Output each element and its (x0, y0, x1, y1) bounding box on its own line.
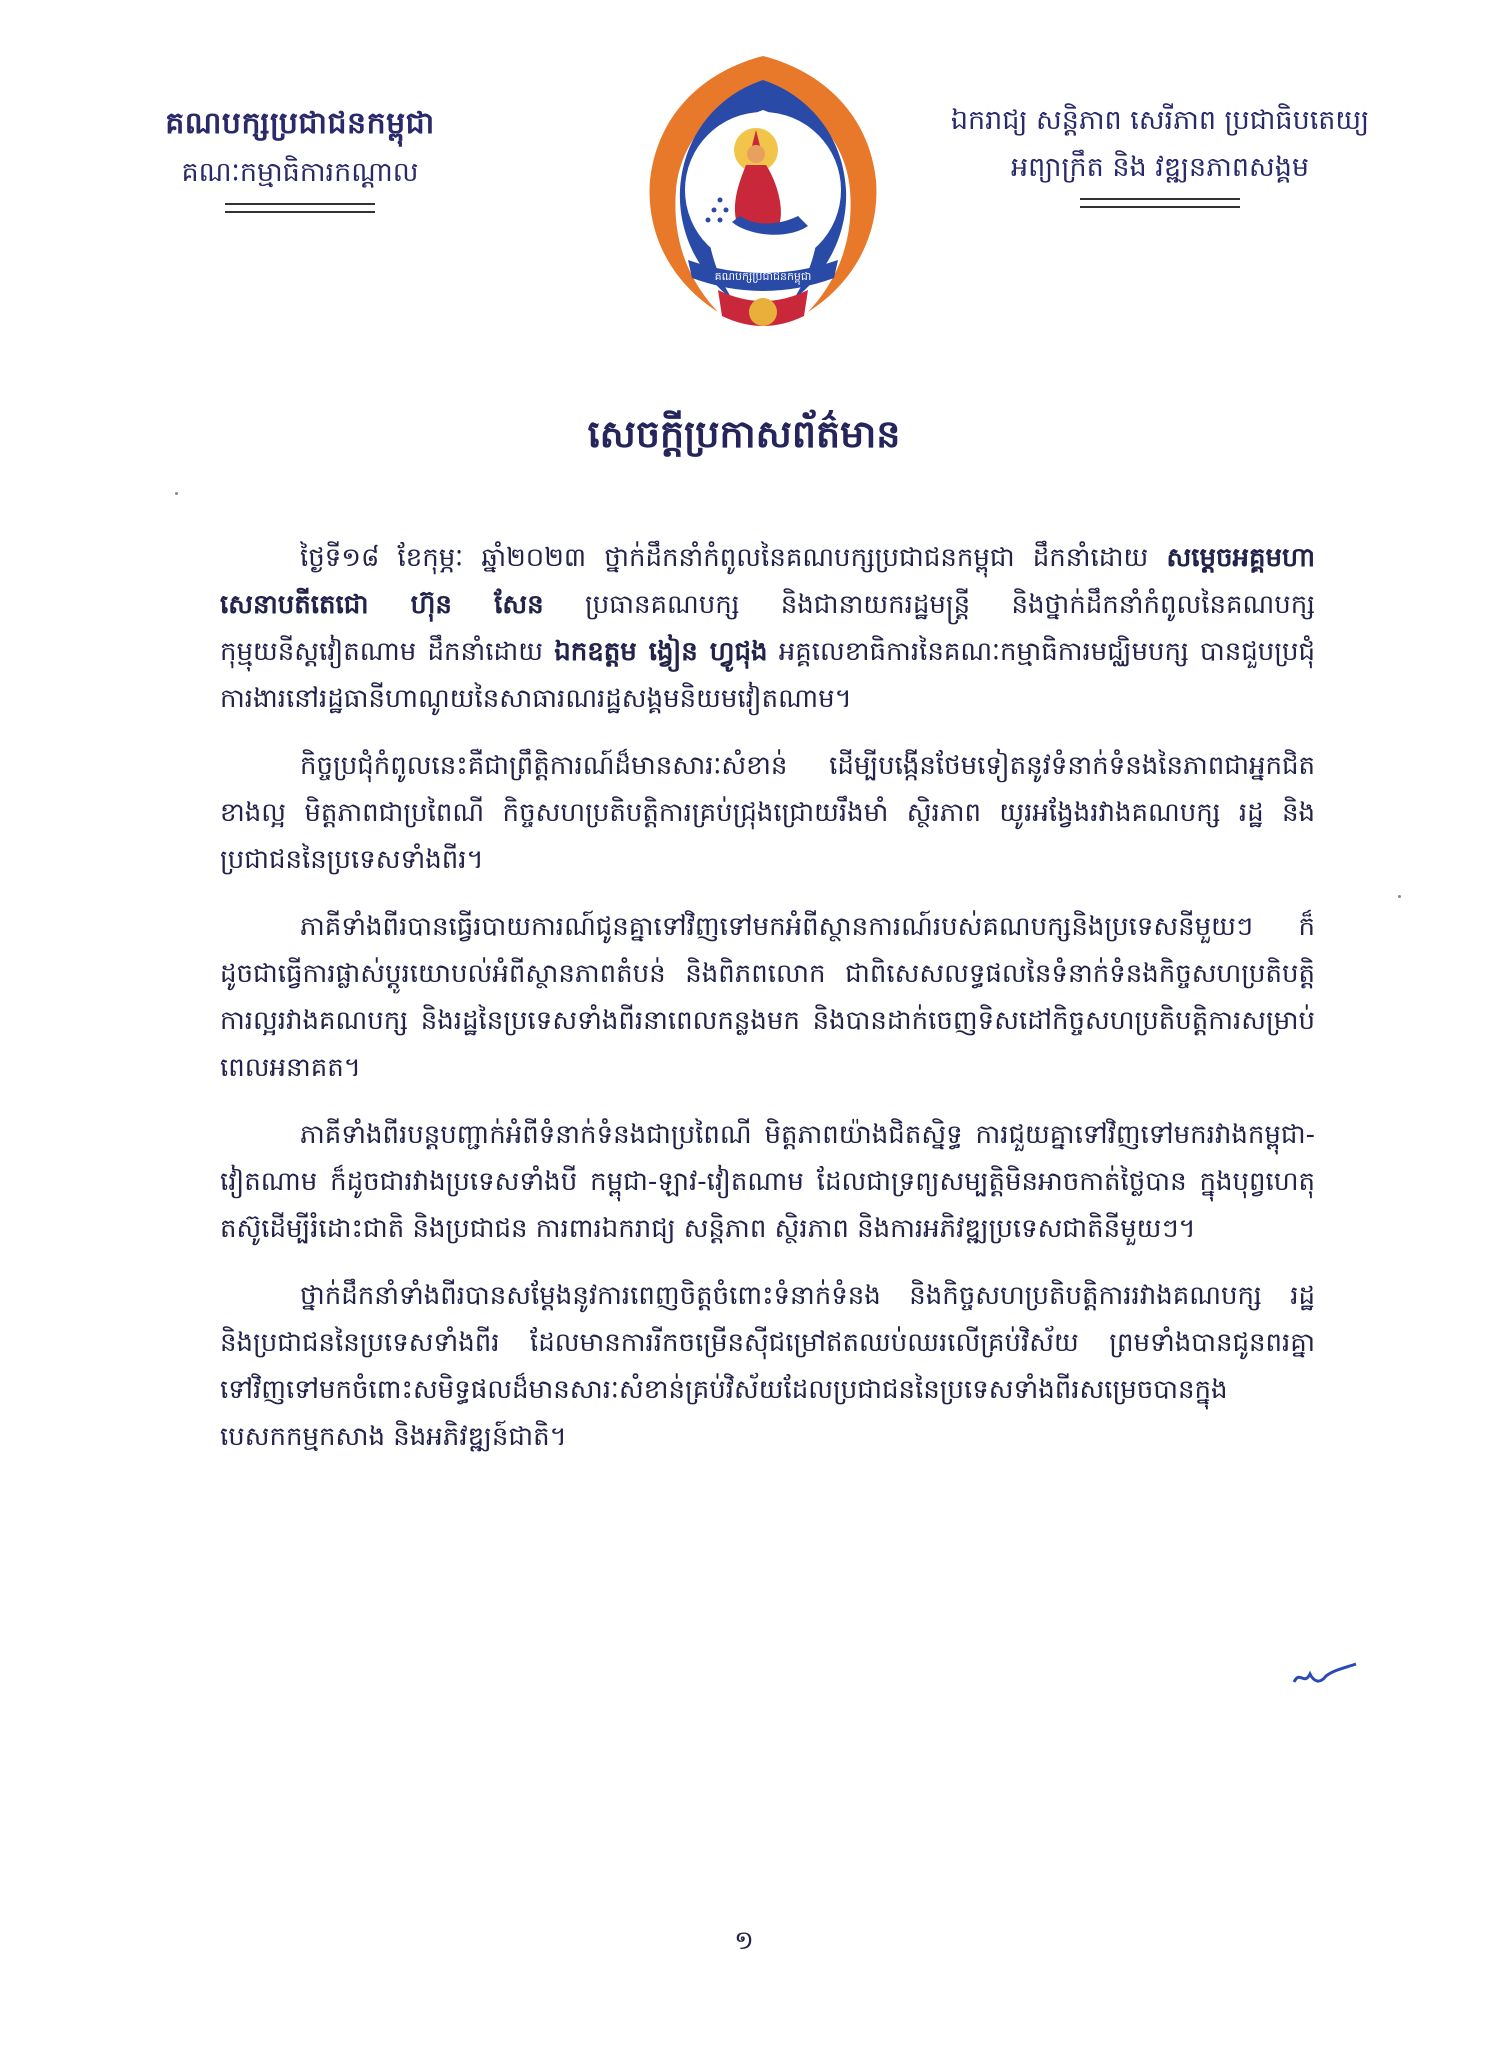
signature-initial-mark (1290, 1660, 1360, 1690)
header-right-divider (1080, 198, 1240, 208)
header-right (920, 104, 1400, 208)
national-motto-line-1: ឯករាជ្យ សន្តិភាព សេរីភាព ប្រជាធិបតេយ្យ (950, 105, 1370, 136)
committee-name: គណៈកម្មាធិការកណ្តាល (181, 157, 419, 188)
emblem-banner-text: គណបក្សប្រជាជនកម្ពុជា (714, 270, 812, 283)
paragraph-1 (220, 535, 1315, 723)
paragraph-3 (220, 904, 1315, 1092)
emblem-gear (749, 298, 777, 326)
header-left (150, 104, 450, 213)
paragraph-5 (220, 1273, 1315, 1461)
text-segment: កិច្ចប្រជុំកំពូលនេះគឺជាព្រឹត្តិការណ៍ដ៏មានសារៈសំខាន់ ដើម្បីបង្កើនថែមទៀតនូវទំនាក់ទំនងនៃភាពជាអ្នកជិតខាងល្អ មិត្តភាពជាប្រពៃណី កិច្ចសហប្រតិបត្តិការគ្រប់ជ្រុងជ្រោយរឹងមាំ ស្ថិរភាព យូរអង្វែងរវាងគណបក្ស រដ្ឋ និងប្រជាជននៃប្រទេសទាំងពីរ។ (220, 751, 1315, 875)
scan-speck (1398, 895, 1401, 898)
national-motto-line-2: អព្យាក្រឹត និង វឌ្ឍនភាពសង្គម (1011, 152, 1309, 183)
scan-speck (175, 492, 178, 495)
bold-name: ឯកឧត្តម ង្វៀន ហ្វូជុង (554, 637, 768, 667)
text-segment: ថ្ងៃទី១៨ ខែកុម្ភៈ ឆ្នាំ២០២៣ ថ្នាក់ដឹកនាំកំពូលនៃគណបក្សប្រជាជនកម្ពុជា ដឹកនាំដោយ (300, 543, 1167, 573)
party-emblem (628, 50, 898, 340)
bold-name: សម្តេចអគ្គមហាសេនាបតីតេជោ ហ៊ុន សែន (220, 543, 1315, 620)
document-title: សេចក្តីប្រកាសព័ត៌មាន (587, 412, 901, 456)
text-segment: ថ្នាក់ដឹកនាំទាំងពីរបានសម្តែងនូវការពេញចិត្តចំពោះទំនាក់ទំនង និងកិច្ចសហប្រតិបត្តិការរវាងគណបក្ស រដ្ឋ និងប្រជាជននៃប្រទេសទាំងពីរ ដែលមានការរីកចម្រើនស៊ីជម្រៅឥតឈប់ឈរលើគ្រប់វិស័យ ព្រមទាំងបានជូនពរគ្នាទៅវិញទៅមកចំពោះសមិទ្ធផលដ៏មានសារៈសំខាន់គ្រប់វិស័យដែលប្រជាជននៃប្រទេសទាំងពីរសម្រេចបានក្នុងបេសកកម្មកសាង និងអភិវឌ្ឍន៍ជាតិ។ (220, 1281, 1315, 1452)
text-segment: ភាគីទាំងពីរបានធ្វើរបាយការណ៍ជូនគ្នាទៅវិញទៅមកអំពីស្ថានការណ៍របស់គណបក្សនិងប្រទេសនីមួយៗ ក៏ដូចជាធ្វើការផ្លាស់ប្តូរយោបល់អំពីស្ថានភាពតំបន់ និងពិភពលោក ជាពិសេសលទ្ធផលនៃទំនាក់ទំនងកិច្ចសហប្រតិបត្តិការល្អរវាងគណបក្ស និងរដ្ឋនៃប្រទេសទាំងពីរនាពេលកន្លងមក និងបានដាក់ចេញទិសដៅកិច្ចសហប្រតិបត្តិការសម្រាប់ពេលអនាគត។ (220, 912, 1315, 1083)
header-left-divider (225, 203, 375, 213)
paragraph-4 (220, 1112, 1315, 1253)
party-name: គណបក្សប្រជាជនកម្ពុជា (165, 106, 435, 141)
page-number: ១ (734, 1926, 754, 1956)
text-segment: អគ្គលេខាធិការនៃគណៈកម្មាធិការមជ្ឈិមបក្ស បានជួបប្រជុំការងារនៅរដ្ឋធានីហាណូយនៃសាធារណរដ្ឋសង្គមនិយមវៀតណាម។ (220, 637, 1316, 714)
text-segment: ភាគីទាំងពីរបន្តបញ្ជាក់អំពីទំនាក់ទំនងជាប្រពៃណី មិត្តភាពយ៉ាងជិតស្និទ្ធ ការជួយគ្នាទៅវិញទៅមករវាងកម្ពុជា-វៀតណាម ក៏ដូចជារវាងប្រទេសទាំងបី កម្ពុជា-ឡាវ-វៀតណាម ដែលជាទ្រព្យសម្បត្តិមិនអាចកាត់ថ្លៃបាន ក្នុងបុព្វហេតុតស៊ូដើម្បីរំដោះជាតិ និងប្រជាជន ការពារឯករាជ្យ សន្តិភាព ស្ថិរភាព និងការអភិវឌ្ឍប្រទេសជាតិនីមួយៗ។ (220, 1120, 1315, 1244)
paragraph-2 (220, 743, 1315, 884)
press-release-body (220, 535, 1315, 1481)
text-segment: ប្រធានគណបក្ស និងជានាយករដ្ឋមន្ត្រី និងថ្នាក់ដឹកនាំកំពូលនៃគណបក្សកុម្មុយនីស្តវៀតណាម ដឹកនាំដោយ (220, 590, 1315, 667)
